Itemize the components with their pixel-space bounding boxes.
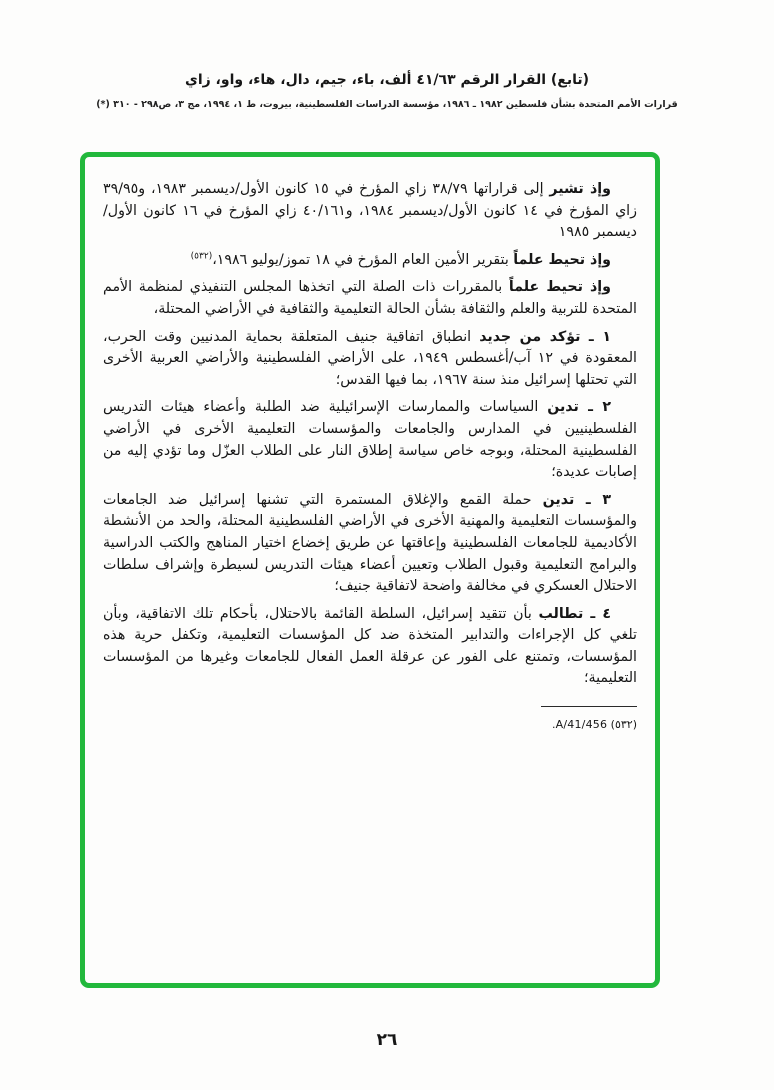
paragraph-lead: وإذ تشير bbox=[549, 181, 611, 197]
footnote-marker: (٥٣٢) bbox=[190, 251, 213, 262]
paragraph bbox=[103, 250, 637, 272]
paragraph-item-3 bbox=[103, 490, 637, 598]
paragraph-text: انطباق اتفاقية جنيف المتعلقة بحماية المدنيين وقت الحرب، المعقودة في ١٢ آب/أغسطس ١٩٤٩، على الأراضي الفلسطينية والأراضي العربية الأخرى التي تحتلها إسرائيل منذ سنة ١٩٦٧، بما فيها القدس؛ bbox=[103, 328, 638, 388]
document-body bbox=[103, 179, 637, 736]
paragraph-lead: وإذ تحيط علماً bbox=[508, 279, 611, 296]
document-header bbox=[0, 72, 774, 110]
paragraph-lead: ١ ـ تؤكد من جديد bbox=[479, 328, 611, 345]
paragraph bbox=[103, 179, 637, 244]
paragraph-text: إلى قراراتها ٣٨/٧٩ زاي المؤرخ في ١٥ كانون الأول/ديسمبر ١٩٨٣، و٣٩/٩٥ زاي المؤرخ في ١٤ كانون الأول/ديسمبر ١٩٨٤، و٤٠/١٦١ زاي المؤرخ في ١٦ كانون الأول/ديسمبر ١٩٨٥ bbox=[103, 181, 637, 241]
footnote bbox=[103, 706, 637, 736]
paragraph bbox=[103, 277, 637, 320]
footnote-text bbox=[103, 714, 637, 736]
annotation-box bbox=[80, 152, 660, 988]
paragraph-text: حملة القمع والإغلاق المستمرة التي تشنها إسرائيل ضد الجامعات والمؤسسات التعليمية والمهنية الأخرى في الأراضي الفلسطينية المحتلة، والحد من الأنشطة الأكاديمية للجامعات الفلسطينية وإعاقتها عن طريق إخضاع اختيار المناهج والكتب الدراسية والبرامج التعليمية وقبول الطلاب وتعيين أعضاء هيئات التدريس لسيطرة وإشراف سلطات الاحتلال العسكري في مخالفة واضحة لاتفاقية جنيف؛ bbox=[103, 491, 637, 595]
paragraph-lead: ٢ ـ تدين bbox=[547, 399, 611, 416]
paragraph-text: بأن تتقيد إسرائيل، السلطة القائمة بالاحتلال، بأحكام تلك الاتفاقية، وبأن تلغي كل الإجراءات والتدابير المتخذة ضد كل المؤسسات التعليمية، وتكفل حرية هذه المؤسسات، وتمتنع على الفور عن عرقلة العمل الفعال للجامعات وغيرها من المؤسسات التعليمية؛ bbox=[103, 605, 637, 687]
footnote-document-symbol: A/41/456. bbox=[551, 718, 608, 732]
page-number: ٢٦ bbox=[376, 1030, 398, 1050]
paragraph-item-4 bbox=[103, 604, 637, 690]
paragraph-item-1 bbox=[103, 327, 637, 392]
paragraph-text: بالمقررات ذات الصلة التي اتخذها المجلس التنفيذي لمنظمة الأمم المتحدة للتربية والعلم والثقافة بشأن الحالة التعليمية والثقافية في الأراضي المحتلة، bbox=[103, 279, 637, 317]
paragraph-lead: وإذ تحيط علماً bbox=[513, 251, 611, 268]
footnote-number: (٥٣٢) bbox=[610, 718, 637, 732]
paragraph-text: بتقرير الأمين العام المؤرخ في ١٨ تموز/يوليو ١٩٨٦، bbox=[212, 251, 514, 268]
paragraph-text: السياسات والممارسات الإسرائيلية ضد الطلبة وأعضاء هيئات التدريس الفلسطينيين في المدارس والجامعات والمؤسسات التعليمية الأخرى في الأراضي الفلسطينية المحتلة، وبوجه خاص سياسة إطلاق النار على الطلاب العزّل وما تؤدي إليه من إصابات عديدة؛ bbox=[103, 399, 637, 481]
source-citation: قرارات الأمم المتحدة بشأن فلسطين ١٩٨٢ ـ ١٩٨٦، مؤسسة الدراسات الفلسطينية، بيروت، ط ١، ١٩٩٤، مج ٣، ص٢٩٨ - ٣١٠ (*) bbox=[96, 99, 678, 110]
paragraph-item-2 bbox=[103, 397, 637, 483]
paragraph-lead: ٣ ـ تدين bbox=[542, 491, 611, 508]
paragraph-lead: ٤ ـ تطالب bbox=[538, 605, 611, 622]
footnote-divider bbox=[541, 706, 637, 707]
resolution-title: (تابع) القرار الرقم ٤١/٦٣ ألف، باء، جيم، دال، هاء، واو، زاي bbox=[184, 72, 590, 88]
